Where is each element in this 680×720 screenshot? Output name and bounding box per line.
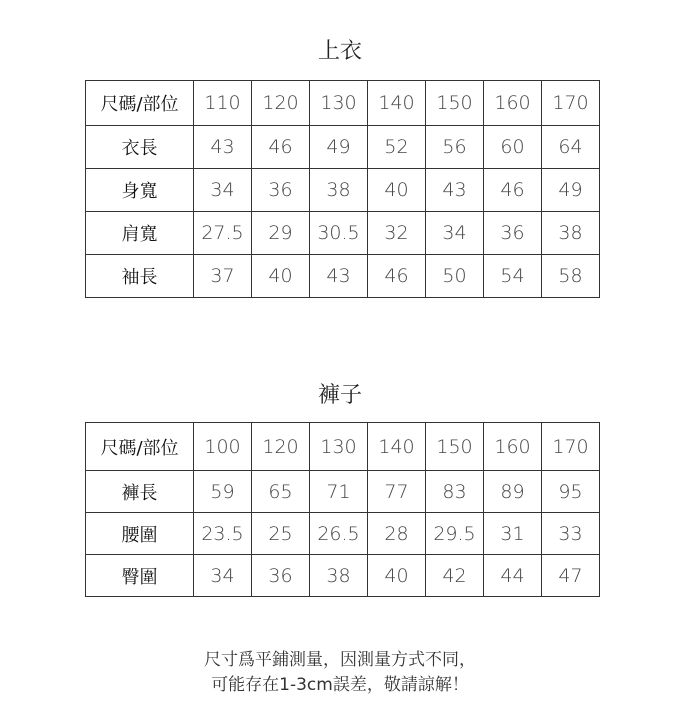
table-row [86, 555, 600, 597]
header-cell: 120 [252, 423, 310, 471]
header-cell: 尺碼/部位 [86, 423, 194, 471]
value-cell: 46 [252, 126, 310, 169]
header-cell: 100 [194, 423, 252, 471]
value-cell: 26.5 [310, 513, 368, 555]
value-cell: 36 [252, 169, 310, 212]
value-cell: 34 [426, 212, 484, 255]
value-cell: 38 [542, 212, 600, 255]
value-cell: 37 [194, 255, 252, 298]
header-cell: 150 [426, 423, 484, 471]
header-cell: 160 [484, 423, 542, 471]
value-cell: 32 [368, 212, 426, 255]
table-row [86, 471, 600, 513]
table-row [86, 212, 600, 255]
value-cell: 43 [194, 126, 252, 169]
row-label-cell: 褲長 [86, 471, 194, 513]
row-label-cell: 臀圍 [86, 555, 194, 597]
value-cell: 43 [310, 255, 368, 298]
header-cell: 170 [542, 423, 600, 471]
header-cell: 尺碼/部位 [86, 81, 194, 126]
value-cell: 71 [310, 471, 368, 513]
value-cell: 25 [252, 513, 310, 555]
value-cell: 34 [194, 555, 252, 597]
pants-section-title: 褲子 [317, 383, 362, 408]
value-cell: 77 [368, 471, 426, 513]
table-row [86, 255, 600, 298]
header-cell: 140 [368, 81, 426, 126]
top-size-table [85, 80, 600, 298]
measurement-note-line-2: 可能存在1-3cm誤差，敬請諒解！ [211, 675, 469, 695]
header-cell: 160 [484, 81, 542, 126]
row-label-cell: 袖長 [86, 255, 194, 298]
value-cell: 34 [194, 169, 252, 212]
value-cell: 46 [484, 169, 542, 212]
value-cell: 50 [426, 255, 484, 298]
header-cell: 110 [194, 81, 252, 126]
row-label-cell: 衣長 [86, 126, 194, 169]
table-row [86, 169, 600, 212]
value-cell: 54 [484, 255, 542, 298]
header-cell: 140 [368, 423, 426, 471]
value-cell: 52 [368, 126, 426, 169]
value-cell: 59 [194, 471, 252, 513]
value-cell: 46 [368, 255, 426, 298]
value-cell: 28 [368, 513, 426, 555]
value-cell: 38 [310, 169, 368, 212]
value-cell: 42 [426, 555, 484, 597]
value-cell: 43 [426, 169, 484, 212]
value-cell: 49 [542, 169, 600, 212]
value-cell: 27.5 [194, 212, 252, 255]
value-cell: 29 [252, 212, 310, 255]
value-cell: 44 [484, 555, 542, 597]
measurement-note-line-1: 尺寸爲平鋪測量，因測量方式不同， [204, 650, 476, 670]
header-cell: 170 [542, 81, 600, 126]
value-cell: 58 [542, 255, 600, 298]
header-cell: 130 [310, 81, 368, 126]
value-cell: 56 [426, 126, 484, 169]
value-cell: 64 [542, 126, 600, 169]
value-cell: 31 [484, 513, 542, 555]
value-cell: 38 [310, 555, 368, 597]
value-cell: 60 [484, 126, 542, 169]
pants-size-table [85, 422, 600, 597]
table-row [86, 513, 600, 555]
row-label-cell: 身寬 [86, 169, 194, 212]
value-cell: 65 [252, 471, 310, 513]
header-cell: 150 [426, 81, 484, 126]
value-cell: 40 [368, 555, 426, 597]
value-cell: 33 [542, 513, 600, 555]
value-cell: 29.5 [426, 513, 484, 555]
value-cell: 83 [426, 471, 484, 513]
value-cell: 49 [310, 126, 368, 169]
value-cell: 30.5 [310, 212, 368, 255]
table-header-row [86, 81, 600, 126]
row-label-cell: 肩寬 [86, 212, 194, 255]
value-cell: 36 [252, 555, 310, 597]
value-cell: 40 [252, 255, 310, 298]
table-header-row [86, 423, 600, 471]
value-cell: 47 [542, 555, 600, 597]
value-cell: 23.5 [194, 513, 252, 555]
value-cell: 95 [542, 471, 600, 513]
value-cell: 89 [484, 471, 542, 513]
top-section-title: 上衣 [317, 39, 362, 64]
row-label-cell: 腰圍 [86, 513, 194, 555]
value-cell: 36 [484, 212, 542, 255]
header-cell: 130 [310, 423, 368, 471]
header-cell: 120 [252, 81, 310, 126]
value-cell: 40 [368, 169, 426, 212]
table-row [86, 126, 600, 169]
